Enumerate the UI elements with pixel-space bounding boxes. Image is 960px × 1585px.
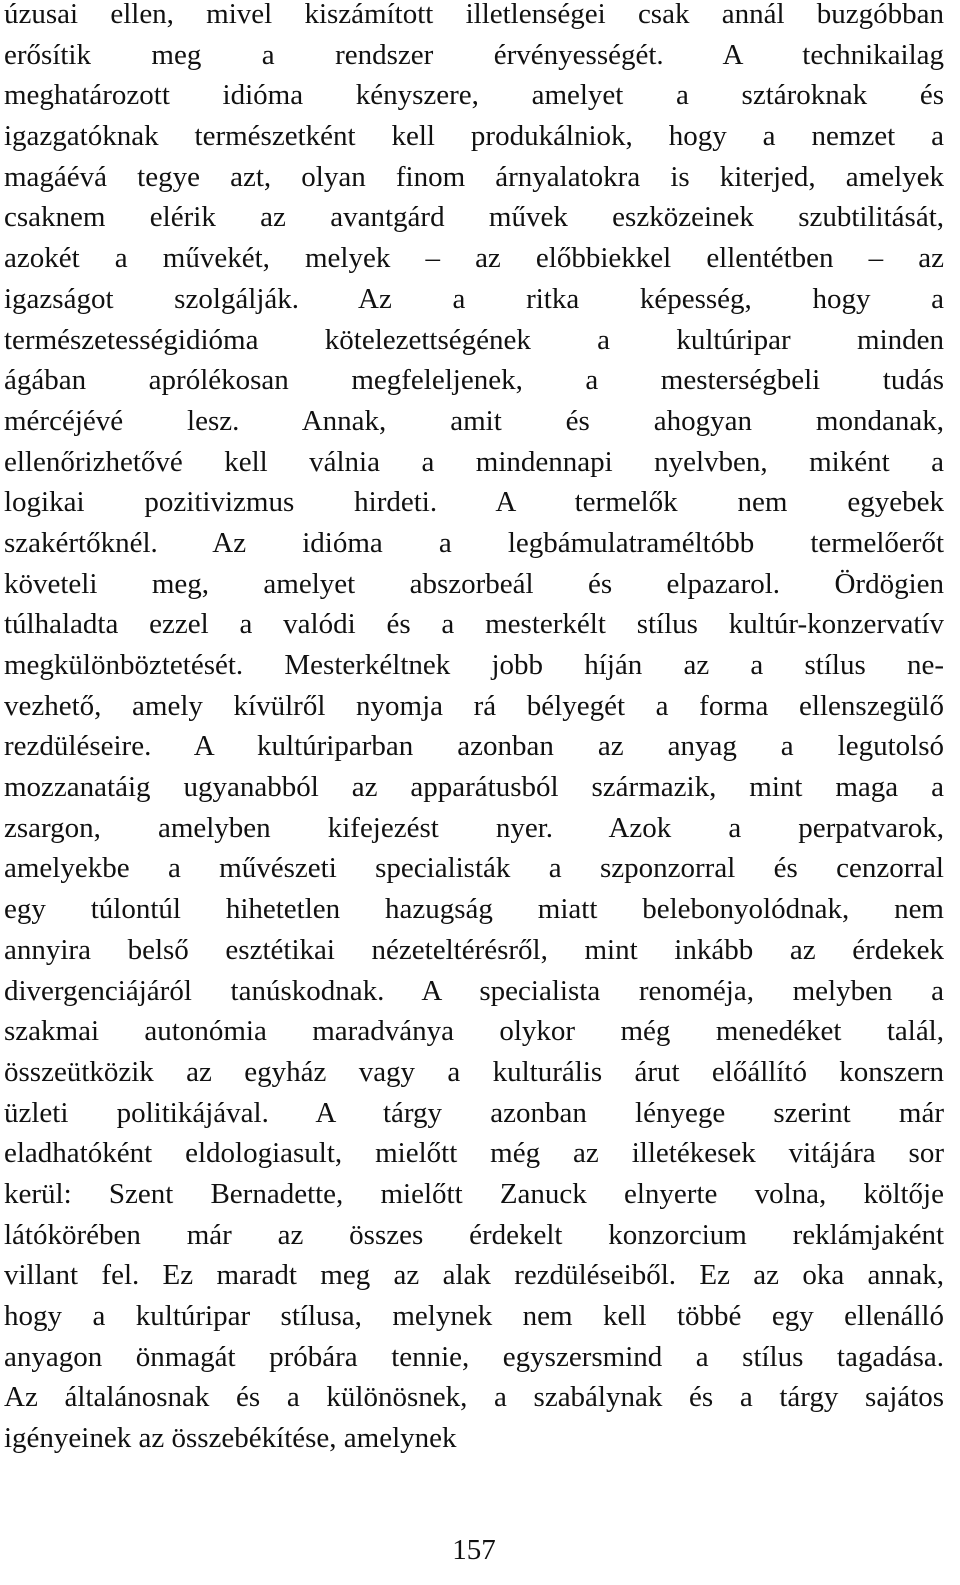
text-line: rezdüléseire. A kultúriparban azonban az anyag a legutolsó [4,730,944,763]
text-line: szakértőknél. Az idióma a legbámulatraméltóbb termelőerőt [4,526,944,559]
text-line: eladhatóként eldologiasult, mielőtt még az illetékesek vitájára sor [4,1137,944,1170]
page-number: 157 [452,1534,496,1566]
text-line: erősítik meg a rendszer érvényességét. A technikailag [4,38,944,71]
text-line: ágában aprólékosan megfeleljenek, a mesterségbeli tudás [4,364,944,397]
text-line: üzleti politikájával. A tárgy azonban lényege szerint már [4,1096,944,1129]
text-line: divergenciájáról tanúskodnak. A specialista renoméja, melyben a [4,974,944,1007]
text-line: meghatározott idióma kényszere, amelyet a sztároknak és [4,79,944,112]
text-line: követeli meg, amelyet abszorbeál és elpazarol. Ördögien [4,567,944,600]
text-line: igényeinek az összebékítése, amelynek [4,1422,457,1455]
text-line: túlhaladta ezzel a valódi és a mesterkélt stílus kultúr-konzervatív [4,608,944,641]
text-line: igazgatóknak természetként kell produkálniok, hogy a nemzet a [4,120,944,153]
text-line: hogy a kultúripar stílusa, melynek nem kell többé egy ellenálló [4,1300,944,1332]
text-line: Az általánosnak és a különösnek, a szabálynak és a tárgy sajátos [4,1381,944,1414]
text-line: logikai pozitivizmus hirdeti. A termelők nem egyebek [4,486,944,519]
body-text [4,0,944,1459]
text-line: vezhető, amely kívülről nyomja rá bélyegét a forma ellenszegülő [4,689,944,722]
text-line: úzusai ellen, mivel kiszámított illetlenségei csak annál buzgóbban [4,0,944,30]
text-line: mércéjévé lesz. Annak, amit és ahogyan mondanak, [4,404,944,437]
text-line: igazságot szolgálják. Az a ritka képesség, hogy a [4,282,944,315]
text-line: egy túlontúl hihetetlen hazugság miatt belebonyolódnak, nem [4,893,944,926]
text-line: látókörében már az összes érdekelt konzorcium reklámjaként [4,1218,944,1251]
text-line: megkülönböztetését. Mesterkéltnek jobb híján az a stílus ne- [4,649,944,681]
text-line: azokét a művekét, melyek – az előbbiekkel ellentétben – az [4,242,944,275]
text-line: kerül: Szent Bernadette, mielőtt Zanuck elnyerte volna, költője [4,1177,944,1210]
text-line: természetességidióma kötelezettségének a kultúripar minden [4,323,944,356]
text-line: amelyekbe a művészeti specialisták a szponzorral és cenzorral [4,852,944,885]
text-line: mozzanatáig ugyanabból az apparátusból származik, mint maga a [4,771,944,804]
text-line: ellenőrizhetővé kell válnia a mindennapi nyelvben, miként a [4,445,944,478]
text-line: annyira belső esztétikai nézeteltérésről, mint inkább az érdekek [4,933,944,966]
text-line: zsargon, amelyben kifejezést nyer. Azok a perpatvarok, [4,811,944,844]
text-line: anyagon önmagát próbára tennie, egyszersmind a stílus tagadása. [4,1340,944,1373]
text-line: villant fel. Ez maradt meg az alak rezdüléseiből. Ez az oka annak, [4,1259,944,1292]
text-line: csaknem elérik az avantgárd művek eszközeinek szubtilitását, [4,201,944,234]
text-line: szakmai autonómia maradványa olykor még menedéket talál, [4,1015,944,1048]
text-line: magáévá tegye azt, olyan finom árnyalatokra is kiterjed, amelyek [4,160,944,193]
text-line: összeütközik az egyház vagy a kulturális árut előállító konszern [4,1055,944,1088]
